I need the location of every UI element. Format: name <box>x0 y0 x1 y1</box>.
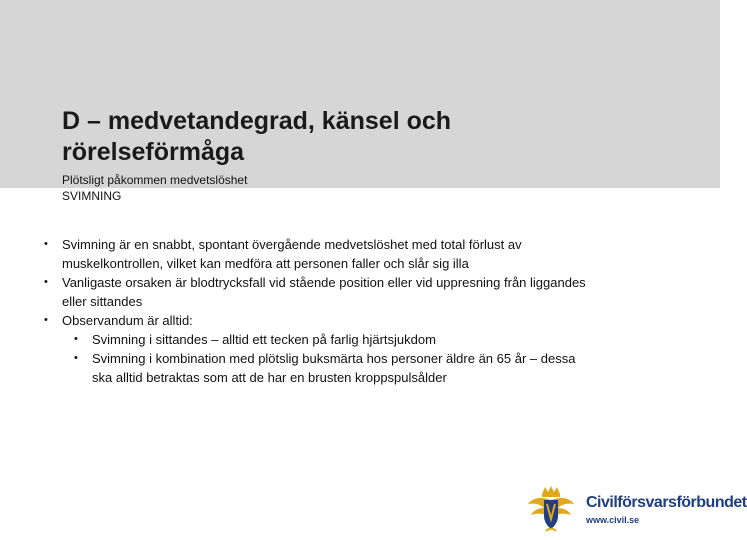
title-line-1: D – medvetandegrad, känsel och <box>62 107 452 135</box>
sub-bullet-item: • Svimning i kombination med plötslig buksmärta hos personer äldre än 65 år – dessa ska alltid betraktas som att de har en brusten kroppspulsålder <box>44 349 694 387</box>
organization-logo <box>526 484 747 534</box>
slide-subtitle <box>62 172 247 204</box>
bullet-item: • Svimning är en snabbt, spontant övergående medvetslöshet med total förlust av muskelkontrollen, vilket kan medföra att personen faller och slår sig illa <box>44 235 694 273</box>
subtitle-line-2: SVIMNING <box>62 189 122 203</box>
bullet-item: • Observandum är alltid: <box>44 311 694 330</box>
crowned-emblem-icon <box>526 484 576 534</box>
logo-url: www.civil.se <box>586 515 640 525</box>
slide-title <box>62 106 662 168</box>
bullet-item: • Vanligaste orsaken är blodtrycksfall vid stående position eller vid uppresning från liggandes eller sittandes <box>44 273 694 311</box>
bullet-list <box>44 235 694 387</box>
title-line-2: rörelseförmåga <box>62 138 245 166</box>
subtitle-line-1: Plötsligt påkommen medvetslöshet <box>62 173 248 187</box>
logo-name: Civilförsvarsförbundet <box>586 494 747 511</box>
sub-bullet-item: • Svimning i sittandes – alltid ett tecken på farlig hjärtsjukdom <box>44 330 694 349</box>
